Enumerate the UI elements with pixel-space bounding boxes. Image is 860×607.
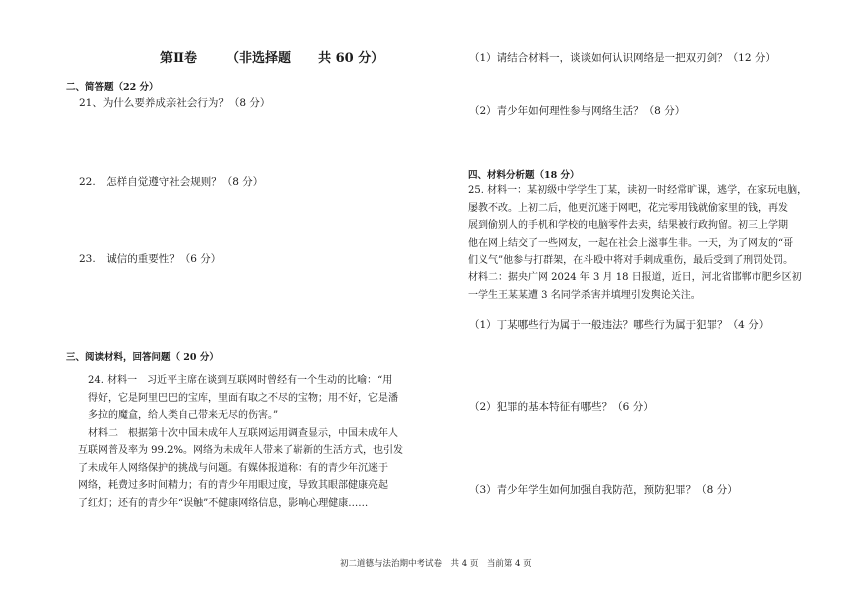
material-line: 25. 材料一：某初级中学学生丁某，读初一时经常旷课，逃学，在家玩电脑， (468, 185, 808, 196)
material-line: 得好，它是阿里巴巴的宝库，里面有取之不尽的宝物；用不好，它是潘 (88, 392, 398, 404)
material-line: 一学生王某某遭 3 名同学杀害并填埋引发舆论关注。 (468, 289, 701, 301)
page-footer: 初二道德与法治期中考试卷 共 4 页 当前第 4 页 (340, 559, 532, 569)
question-25-1: （1）丁某哪些行为属于一般违法？哪些行为属于犯罪？（4 分） (469, 319, 770, 331)
title-total: 共 60 分） (318, 51, 385, 66)
material-line: 了未成年人网络保护的挑战与问题。有媒体报道称：有的青少年沉迷于 (78, 462, 388, 474)
material-line: 多拉的魔盒，给人类自己带来无尽的伤害。” (88, 410, 279, 421)
section-heading-analysis: 四、材料分析题（18 分） (468, 170, 580, 181)
question-24-1: （1）请结合材料一，谈谈如何认识网络是一把双刃剑？（12 分） (469, 52, 776, 64)
material-line: 了红灯；还有的青少年“误触”不健康网络信息，影响心理健康…… (78, 497, 369, 509)
section-heading-short-answer: 二、简答题（22 分） (66, 82, 159, 93)
title-part: 第Ⅱ卷 (160, 51, 197, 66)
section-heading-reading: 三、阅读材料，回答问题（ 20 分） (66, 352, 219, 363)
material-line: 屡教不改。上初二后，他更沉迷于网吧，花完零用钱就偷家里的钱，再发 (468, 202, 788, 214)
question-25-material-1 (468, 182, 818, 270)
material-line: 网络，耗费过多时间精力；有的青少年用眼过度，导致其眼部健康亮起 (78, 480, 388, 491)
question-24-material (78, 372, 438, 512)
question-25-3: （3）青少年学生如何加强自我防范，预防犯罪？（8 分） (469, 484, 738, 496)
material-line: 他在网上结交了一些网友，一起在社会上滋事生非。一天，为了网友的“哥 (468, 237, 794, 249)
question-21: 21、为什么要养成亲社会行为？（8 分） (79, 97, 271, 109)
question-25-2: （2）犯罪的基本特征有哪些？（6 分） (469, 401, 654, 413)
title-kind: （非选择题 (226, 51, 292, 66)
page-title (160, 47, 384, 66)
material-line: 24. 材料一 习近平主席在谈到互联网时曾经有一个生动的比喻：“用 (88, 375, 393, 386)
question-23: 23. 诚信的重要性？（6 分） (79, 253, 222, 265)
question-22: 22. 怎样自觉遵守社会规则？（8 分） (79, 176, 264, 188)
material-line: 们义气”他参与打群架，在斗殴中将对手刺成重伤，最后受到了刑罚处罚。 (468, 255, 794, 266)
material-line: 互联网普及率为 99.2%。网络为未成年人带来了崭新的生活方式，也引发 (78, 445, 403, 456)
material-line: 材料二 根据第十次中国未成年人互联网运用调查显示，中国未成年人 (88, 427, 398, 439)
question-24-2: （2）青少年如何理性参与网络生活？（8 分） (469, 105, 686, 117)
question-25-material-2 (468, 269, 818, 304)
material-line: 展到偷别人的手机和学校的电脑零件去卖，结果被行政拘留。初三上学期 (468, 220, 788, 231)
material-line: 材料二：据央广网 2024 年 3 月 18 日报道，近日，河北省邯郸市肥乡区初 (468, 272, 802, 283)
